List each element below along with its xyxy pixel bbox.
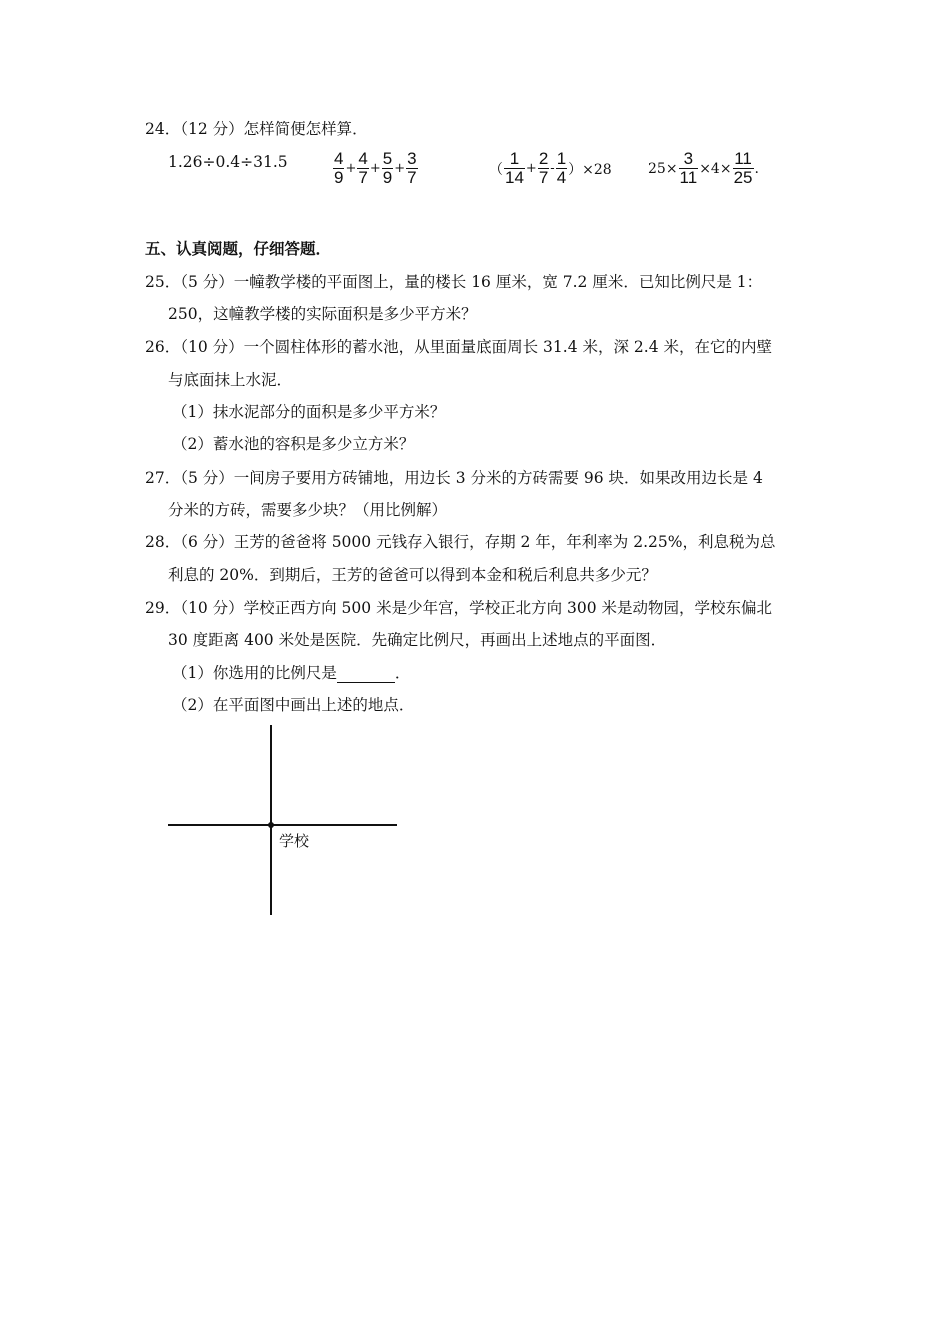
fraction: $\frac{3}{11}$ bbox=[679, 149, 698, 187]
q26-line2: 与底面抹上水泥． bbox=[168, 371, 293, 389]
q29-sub1: （1）你选用的比例尺是 ． bbox=[172, 664, 411, 682]
school-label: 学校 bbox=[279, 833, 310, 850]
q25-line1: 25．（5 分）一幢教学楼的平面图上，量的楼长 16 厘米，宽 7.2 厘米．已知比例尺是 1： bbox=[145, 273, 763, 291]
q24-title: 24．（12 分）怎样简便怎样算． bbox=[145, 120, 368, 138]
answer-blank[interactable] bbox=[337, 664, 395, 683]
horizontal-axis bbox=[168, 824, 397, 826]
q26-sub1: （1）抹水泥部分的面积是多少平方米？ bbox=[172, 403, 446, 421]
fraction: $\frac{1}{4}$ bbox=[556, 149, 567, 187]
q29-line2: 30 度距离 400 米处是医院．先确定比例尺，再画出上述地点的平面图． bbox=[168, 631, 667, 649]
q26-line1: 26．（10 分）一个圆柱体形的蓄水池，从里面量底面周长 31.4 米，深 2.4 米，在它的内壁 bbox=[145, 338, 772, 356]
fraction: $\frac{2}{7}$ bbox=[538, 149, 549, 187]
fraction: $\frac{3}{7}$ bbox=[407, 149, 417, 187]
section-heading: 五、认真阅题，仔细答题． bbox=[145, 239, 332, 258]
q24-expr4: 25× $\frac{3}{11}$ ×4× $\frac{11}{25}$ . bbox=[648, 149, 759, 187]
school-point bbox=[268, 822, 274, 828]
q24-expr1: 1.26÷0.4÷31.5 bbox=[168, 153, 288, 171]
q28-line1: 28．（6 分）王芳的爸爸将 5000 元钱存入银行，存期 2 年，年利率为 2.25%，利息税为总 bbox=[145, 533, 776, 551]
fraction: $\frac{4}{9}$ bbox=[334, 149, 344, 187]
fraction: $\frac{4}{7}$ bbox=[358, 149, 368, 187]
q29-line1: 29．（10 分）学校正西方向 500 米是少年宫，学校正北方向 300 米是动物园，学校东偏北 bbox=[145, 599, 773, 617]
fraction: $\frac{1}{14}$ bbox=[505, 149, 524, 187]
q24-expr2: $\frac{4}{9}$ + $\frac{4}{7}$ + $\frac{5}{9}$ + $\frac{3}{7}$ bbox=[334, 149, 417, 187]
fraction: $\frac{5}{9}$ bbox=[382, 149, 393, 187]
q28-line2: 利息的 20%．到期后，王芳的爸爸可以得到本金和税后利息共多少元？ bbox=[168, 566, 657, 584]
q29-sub2: （2）在平面图中画出上述的地点． bbox=[172, 696, 415, 714]
vertical-axis bbox=[270, 725, 272, 915]
fraction: $\frac{11}{25}$ bbox=[733, 149, 753, 187]
q26-sub2: （2）蓄水池的容积是多少立方米？ bbox=[172, 435, 415, 453]
q25-line2: 250，这幢教学楼的实际面积是多少平方米？ bbox=[168, 305, 477, 323]
q24-expr3: （ $\frac{1}{14}$ + $\frac{2}{7}$ - $\frac{1}{4}$ ）×28 bbox=[489, 149, 612, 187]
q27-line1: 27．（5 分）一间房子要用方砖铺地，用边长 3 分米的方砖需要 96 块．如果改用边长是 4 bbox=[145, 469, 763, 487]
q27-line2: 分米的方砖，需要多少块？（用比例解） bbox=[168, 501, 448, 519]
